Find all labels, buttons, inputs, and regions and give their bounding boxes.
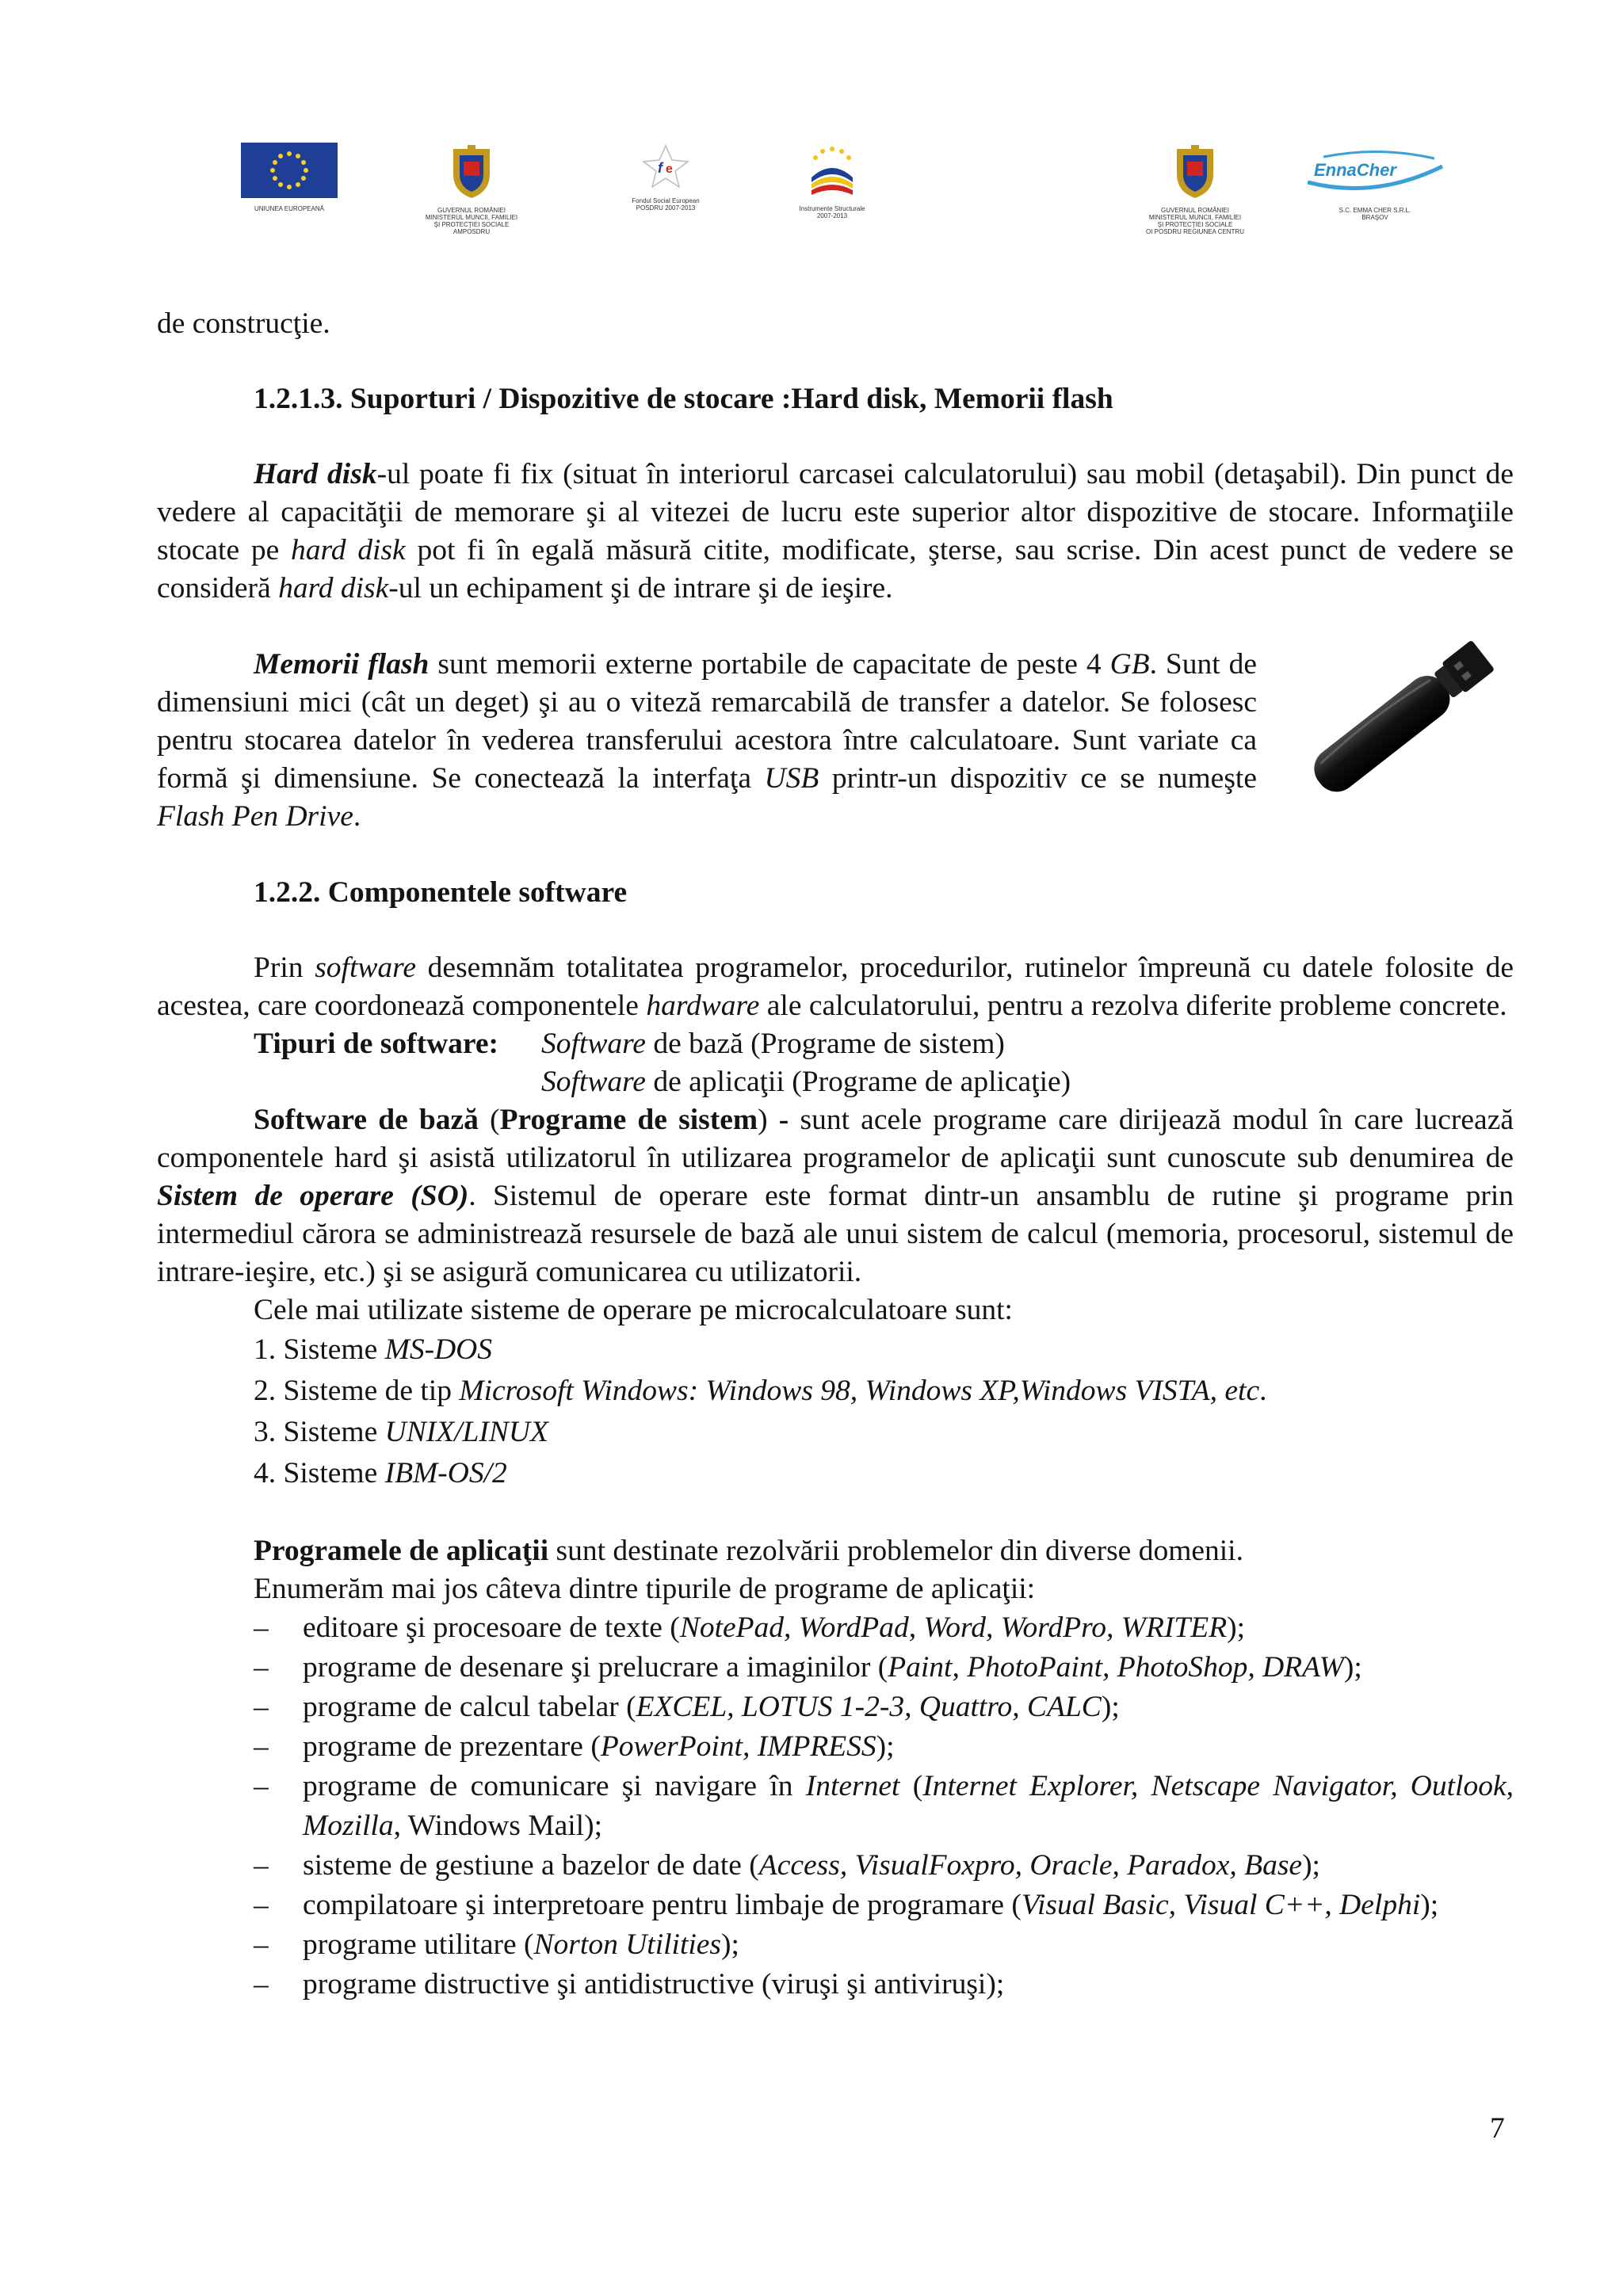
ennacher-logo [1300, 143, 1450, 221]
svg-text:f: f [658, 160, 663, 176]
software-type-2: Software de aplicaţii (Programe de aplicaţie) [541, 1066, 1071, 1098]
software-type-1: Software de bază (Programe de sistem) [541, 1028, 1005, 1060]
list-item: – programe distructive şi antidistructive (viruşi şi antiviruşi); [254, 1968, 1005, 2000]
hard-disk-paragraph: Hard disk-ul poate fi fix (situat în interiorul carcasei calculatorului) sau mobil (detaşabil). Din punct de vedere al capacităţii de memorare şi al vitezei de lucru este superior altor dispozitive de stocare. Informaţiile stocate pe hard disk pot fi în egală măsură citite, modificate, şterse, sau scrise. Din acest punct de vedere se consideră hard disk-ul un echipament şi de intrare şi de ieşire. [157, 458, 1514, 605]
list-item: – programe de comunicare şi navigare în Internet (Internet Explorer, Netscape Navigator, Outlook, Mozilla, Windows Mail); [254, 1770, 1514, 1842]
applications-list [157, 1608, 1514, 2004]
usb-flash-drive-image [1282, 630, 1512, 812]
structural-instruments-logo [781, 143, 884, 219]
lead-in-line: de construcţie. [157, 307, 330, 340]
list-item: – sisteme de gestiune a bazelor de date (Access, VisualFoxpro, Oracle, Paradox, Base); [254, 1849, 1320, 1882]
list-item: 3. Sisteme UNIX/LINUX [254, 1416, 548, 1448]
coat-of-arms-icon [1167, 143, 1223, 200]
eu-caption: UNIUNEA EUROPEANĂ [254, 205, 325, 212]
coat-of-arms-icon [444, 143, 499, 200]
svg-text:e: e [666, 162, 673, 176]
ennacher-caption: S.C. EMMA CHER S.R.L. BRAŞOV [1338, 207, 1411, 221]
fse-caption: Fondul Social European POSDRU 2007-2013 [632, 197, 700, 212]
software-intro-paragraph: Prin software desemnăm totalitatea programelor, procedurilor, rutinelor împreună cu datele folosite de acestea, care coordonează componentele hardware ale calculatorului, pentru a rezolva diferite probleme concrete. [157, 952, 1514, 1022]
list-item: 1. Sisteme MS-DOS [254, 1333, 493, 1366]
software-types-row [157, 1025, 1514, 1063]
list-item: – programe de calcul tabelar (EXCEL, LOTUS 1-2-3, Quattro, CALC); [254, 1691, 1120, 1723]
list-item: – compilatoare şi interpretoare pentru limbaje de programare (Visual Basic, Visual C++, Delphi); [254, 1889, 1439, 1921]
gov-caption-2: GUVERNUL ROMÂNIEI MINISTERUL MUNCII, FAMILIEI ŞI PROTECŢIEI SOCIALE OI POSDRU REGIUNEA CENTRU [1145, 207, 1244, 235]
flash-memory-paragraph: Memorii flash sunt memorii externe portabile de capacitate de peste 4 GB. Sunt de dimensiuni mici (cât un deget) şi au o viteză remarcabilă de transfer a datelor. Se folosesc pentru stocarea datelor în vederea transferului acestora între calculatoare. Sunt variate ca formă şi dimensiune. Se conectează la interfaţa USB printr-un dispozitiv ce se numeşte Flash Pen Drive. [157, 648, 1258, 833]
list-item: 2. Sisteme de tip Microsoft Windows: Windows 98, Windows XP,Windows VISTA, etc. [254, 1375, 1267, 1407]
list-item: – editoare şi procesoare de texte (NotePad, WordPad, Word, WordPro, WRITER); [254, 1611, 1246, 1644]
list-item: – programe utilitare (Norton Utilities); [254, 1928, 739, 1961]
hard-disk-term: Hard disk [254, 458, 377, 490]
fse-logo [614, 143, 717, 212]
os-list [157, 1329, 1514, 1494]
system-software-paragraph: Software de bază (Programe de sistem) - sunt acele programe care dirijează modul în care lucrează componentele hard şi asistă utilizatorul în utilizarea programelor de aplicaţii sunt cunoscute sub denumirea de Sistem de operare (SO). Sistemul de operare este format dintr-un ansamblu de rutine şi programe prin intermediul cărora se administrează resursele de bază ale unui sistem de calcul (memoria, procesorul, sistemul de intrare-ieşire, etc.) şi se asigură comunicarea cu utilizatorii. [157, 1104, 1514, 1288]
list-item: 4. Sisteme IBM-OS/2 [254, 1457, 507, 1489]
ennacher-swoosh-icon [1300, 143, 1450, 200]
structural-instruments-icon [800, 143, 864, 198]
page-number: 7 [1490, 2112, 1505, 2145]
romania-coat-of-arms-logo-2 [1124, 143, 1266, 235]
logo-bar [0, 143, 1623, 261]
list-item: – programe de prezentare (PowerPoint, IMPRESS); [254, 1730, 895, 1763]
os-intro-line: Cele mai utilizate sisteme de operare pe microcalculatoare sunt: [254, 1294, 1013, 1326]
section-heading-1213: 1.2.1.3. Suporturi / Dispozitive de stocare :Hard disk, Memorii flash [254, 383, 1113, 415]
applications-line: Programele de aplicaţii sunt destinate rezolvării problemelor din diverse domenii. [254, 1535, 1243, 1567]
section-heading-122: 1.2.2. Componentele software [254, 876, 628, 909]
eu-flag-icon [241, 143, 338, 198]
gov-caption-1: GUVERNUL ROMÂNIEI MINISTERUL MUNCII, FAMILIEI ŞI PROTECŢIEI SOCIALE AMPOSDRU [425, 207, 518, 235]
ennacher-wordmark: EnnaCher [1314, 160, 1396, 180]
eu-flag-logo [238, 143, 341, 212]
structural-caption: Instrumente Structurale 2007-2013 [799, 205, 865, 219]
fse-star-icon [634, 143, 697, 190]
flash-memory-block [157, 646, 1514, 836]
flash-memory-term: Memorii flash [254, 648, 430, 681]
software-types-label: Tipuri de software: [254, 1028, 499, 1060]
romania-coat-of-arms-logo [400, 143, 543, 235]
page-body [157, 305, 1514, 2004]
list-item: – programe de desenare şi prelucrare a imaginilor (Paint, PhotoPaint, PhotoShop, DRAW); [254, 1651, 1362, 1684]
applications-intro-line: Enumerăm mai jos câteva dintre tipurile de programe de aplicaţii: [254, 1573, 1036, 1605]
